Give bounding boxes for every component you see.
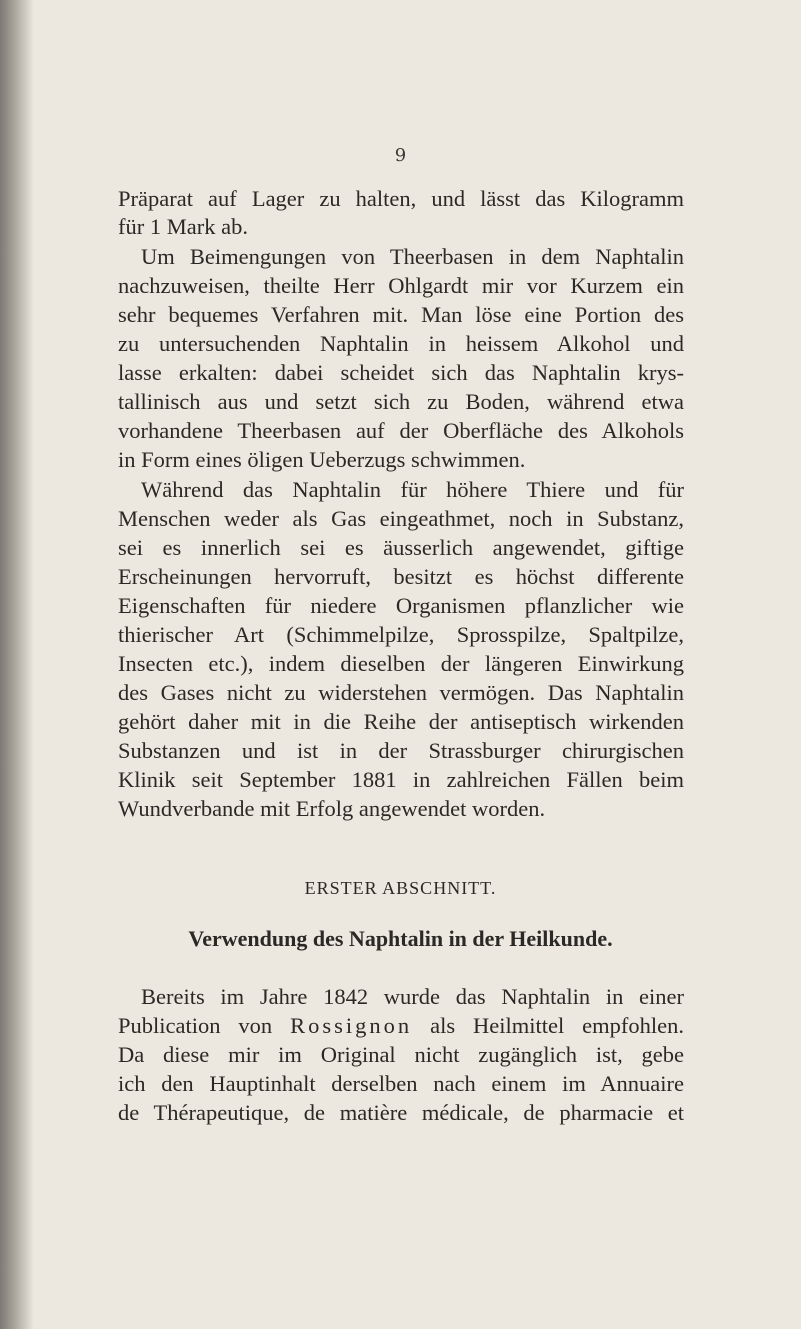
paragraph-4-line-5: de Thérapeutique, de matière médicale, de pharmacie et	[118, 1100, 684, 1125]
paragraph-3-line-10: Substanzen und ist in der Strassburger chirurgischen	[118, 738, 684, 763]
paragraph-3-line-6: thierischer Art (Schimmelpilze, Sprosspilze, Spaltpilze,	[118, 622, 684, 647]
paragraph-3-line-11: Klinik seit September 1881 in zahlreichen Fällen beim	[118, 767, 684, 792]
section-heading: ERSTER ABSCHNITT.	[304, 878, 497, 898]
paragraph-3-line-3: sei es innerlich sei es äusserlich angewendet, giftige	[118, 535, 684, 560]
paragraph-3-line-12: Wundverbande mit Erfolg angewendet worden.	[118, 796, 546, 821]
paragraph-3-line-5: Eigenschaften für niedere Organismen pflanzlicher wie	[118, 593, 684, 618]
paragraph-4-line-3: Da diese mir im Original nicht zugänglich ist, gebe	[118, 1042, 684, 1067]
paragraph-2-line-3: sehr bequemes Verfahren mit. Man löse eine Portion des	[118, 302, 684, 327]
paragraph-3-line-2: Menschen weder als Gas eingeathmet, noch in Substanz,	[118, 506, 684, 531]
paragraph-2-line-4: zu untersuchenden Naphtalin in heissem Alkohol und	[118, 331, 684, 356]
book-spine-shadow	[0, 0, 34, 1329]
paragraph-2-line-5: lasse erkalten: dabei scheidet sich das Naphtalin krys-	[118, 360, 684, 385]
paragraph-1-line-1: Präparat auf Lager zu halten, und lässt das Kilogramm	[118, 186, 684, 211]
author-name-rossignon: Rossignon	[290, 1013, 413, 1038]
subsection-heading: Verwendung des Naphtalin in der Heilkunde.	[188, 926, 613, 951]
paragraph-4-line-1: Bereits im Jahre 1842 wurde das Naphtalin in einer	[141, 984, 684, 1009]
paragraph-2-line-7: vorhandene Theerbasen auf der Oberfläche des Alkohols	[118, 418, 684, 443]
page-number: 9	[394, 145, 407, 166]
paragraph-3-line-7: Insecten etc.), indem dieselben der längeren Einwirkung	[118, 651, 684, 676]
paragraph-2-line-8: in Form eines öligen Ueberzugs schwimmen.	[118, 447, 526, 472]
paragraph-2-line-2: nachzuweisen, theilte Herr Ohlgardt mir vor Kurzem ein	[118, 273, 684, 298]
paragraph-4-line-2-prefix: Publication von	[118, 1013, 273, 1038]
paragraph-3-line-4: Erscheinungen hervorruft, besitzt es höchst differente	[118, 564, 684, 589]
paragraph-1-line-2: für 1 Mark ab.	[118, 214, 248, 239]
paragraph-2-line-1: Um Beimengungen von Theerbasen in dem Naphtalin	[141, 244, 684, 269]
paragraph-3-line-8: des Gases nicht zu widerstehen vermögen. Das Naphtalin	[118, 680, 684, 705]
paragraph-3-line-9: gehört daher mit in die Reihe der antiseptisch wirkenden	[118, 709, 684, 734]
paragraph-4-line-2-suffix: als Heilmittel empfohlen.	[430, 1013, 685, 1038]
paragraph-4-line-4: ich den Hauptinhalt derselben nach einem im Annuaire	[118, 1071, 684, 1096]
paragraph-4-line-2	[118, 1012, 684, 1040]
paragraph-2-line-6: tallinisch aus und setzt sich zu Boden, während etwa	[118, 389, 684, 414]
paragraph-3-line-1: Während das Naphtalin für höhere Thiere und für	[141, 477, 684, 502]
